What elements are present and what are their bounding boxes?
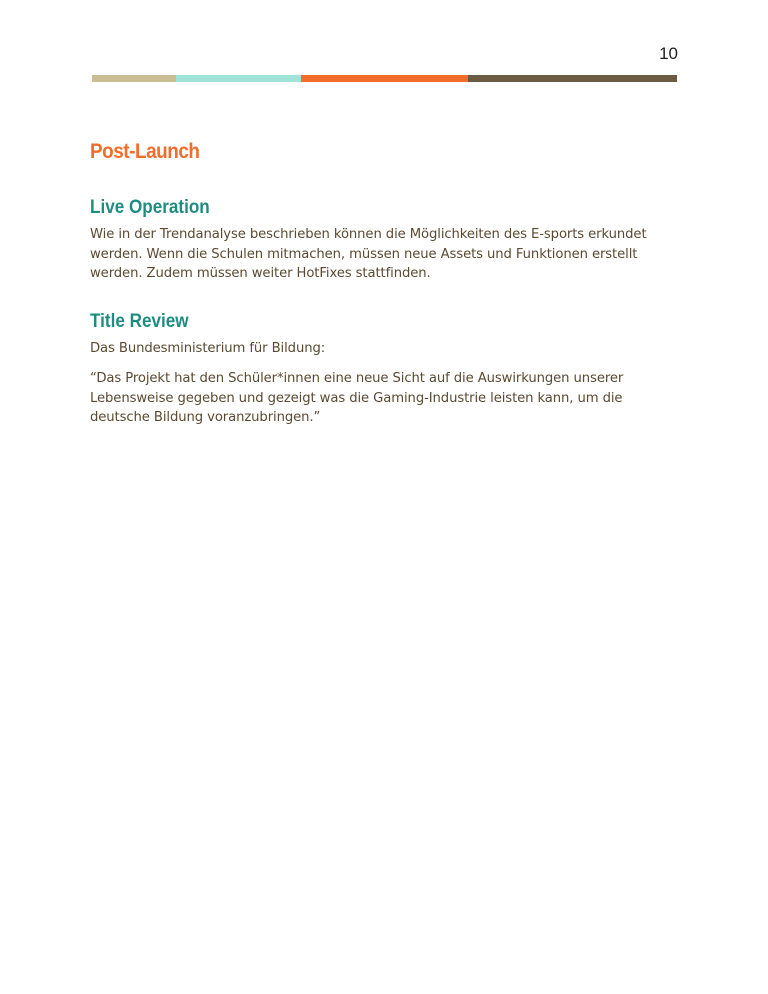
color-bar-segment-2 — [176, 75, 301, 82]
title-review-quote: “Das Projekt hat den Schüler*innen eine neue Sicht auf die Auswirkungen unserer Lebensweise gegeben und gezeigt was die Gaming-Industrie leisten kann, um die deutsche Bildung voranzubringen.” — [90, 371, 624, 425]
section-heading: Post-Launch — [90, 140, 200, 163]
color-bar-segment-3 — [301, 75, 468, 82]
title-review-intro: Das Bundesministerium für Bildung: — [90, 340, 326, 356]
subsection-heading-live-operation: Live Operation — [90, 197, 210, 218]
page-content — [90, 140, 680, 455]
header-color-bar — [92, 75, 677, 82]
page-number: 10 — [659, 44, 678, 63]
live-operation-paragraph: Wie in der Trendanalyse beschrieben können die Möglichkeiten des E-sports erkundet werden. Wenn die Schulen mitmachen, müssen neue Assets und Funktionen erstellt werden. Zudem müssen weiter HotFixes stattfinden. — [90, 227, 647, 281]
color-bar-segment-4 — [468, 75, 677, 82]
color-bar-segment-1 — [92, 75, 176, 82]
subsection-heading-title-review: Title Review — [90, 310, 189, 332]
